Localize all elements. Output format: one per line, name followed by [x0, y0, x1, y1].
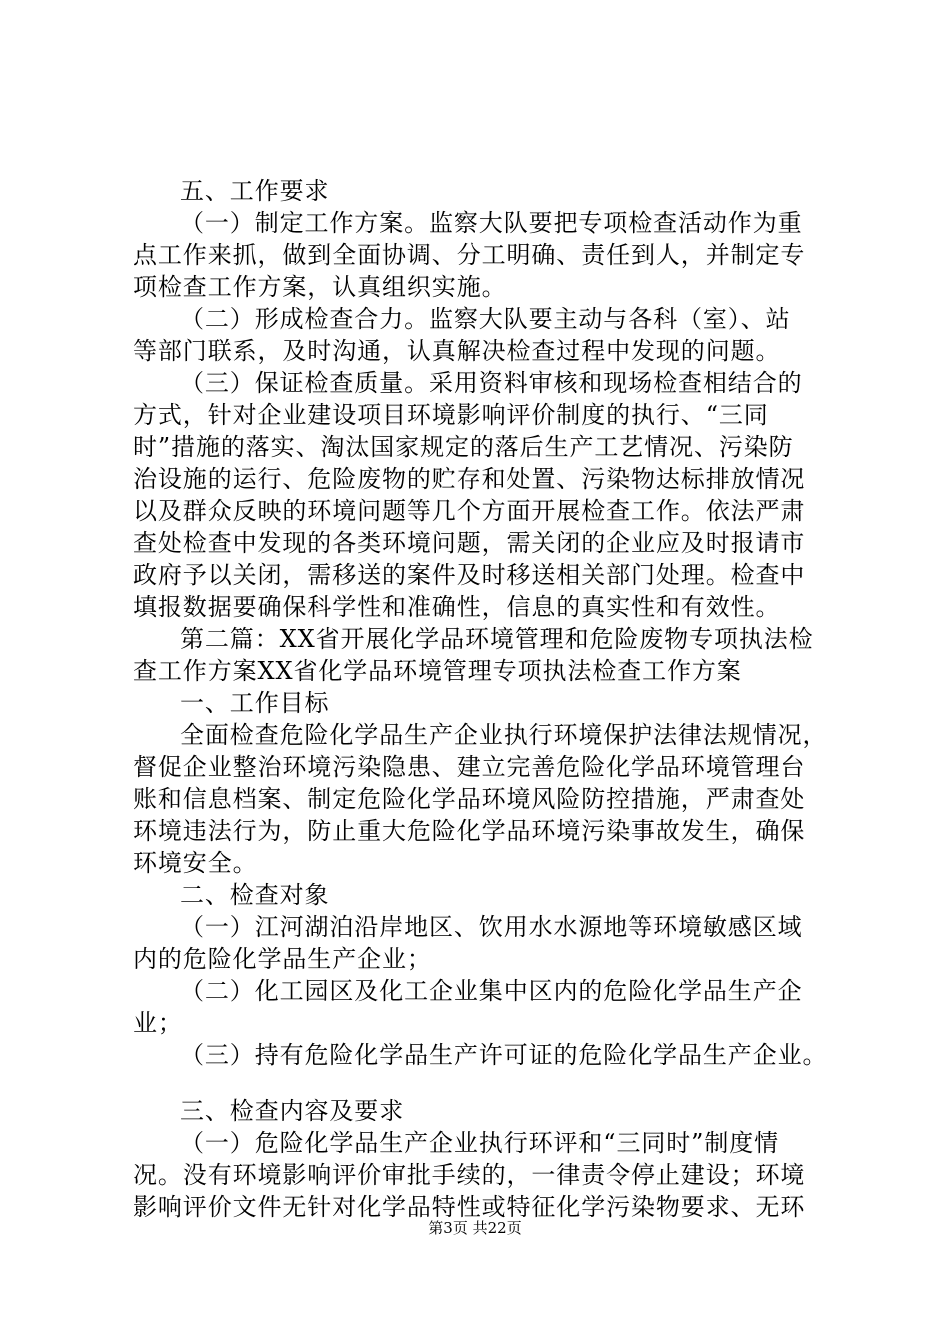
paragraph-line: 治设施的运行、危险废物的贮存和处置、污染物达标排放情况 — [133, 465, 806, 493]
paragraph-line: 环境安全。 — [133, 849, 258, 877]
paragraph-line: 督促企业整治环境污染隐患、建立完善危险化学品环境管理台 — [133, 753, 806, 781]
page-number: 第3页 共22页 — [428, 1219, 522, 1237]
chapter-title-line: 查工作方案XX省化学品环境管理专项执法检查工作方案 — [133, 657, 742, 685]
paragraph-line: 影响评价文件无针对化学品特性或特征化学污染物要求、无环 — [133, 1193, 806, 1221]
section-heading: 二、检查对象 — [180, 881, 330, 909]
section-heading: 三、检查内容及要求 — [180, 1097, 405, 1125]
paragraph-line: 项检查工作方案，认真组织实施。 — [133, 273, 507, 301]
paragraph-line: 全面检查危险化学品生产企业执行环境保护法律法规情况， — [180, 721, 828, 749]
section-heading: 一、工作目标 — [180, 689, 330, 717]
paragraph-line: （一）江河湖泊沿岸地区、饮用水水源地等环境敏感区域 — [180, 913, 803, 941]
paragraph-line: 时”措施的落实、淘汰国家规定的落后生产工艺情况、污染防 — [133, 433, 794, 461]
paragraph-line: （二）形成检查合力。监察大队要主动与各科（室）、站 — [180, 305, 791, 333]
paragraph-line: 方式，针对企业建设项目环境影响评价制度的执行、“三同 — [133, 401, 769, 429]
paragraph-line: （三）持有危险化学品生产许可证的危险化学品生产企业。 — [180, 1041, 828, 1069]
chapter-title-line: 第二篇：XX省开展化学品环境管理和危险废物专项执法检 — [180, 625, 814, 653]
paragraph-line: （二）化工园区及化工企业集中区内的危险化学品生产企 — [180, 977, 803, 1005]
paragraph-line: （三）保证检查质量。采用资料审核和现场检查相结合的 — [180, 369, 803, 397]
section-heading: 五、工作要求 — [180, 177, 330, 205]
paragraph-line: （一）制定工作方案。监察大队要把专项检查活动作为重 — [180, 209, 803, 237]
paragraph-line: 点工作来抓，做到全面协调、分工明确、责任到人，并制定专 — [133, 241, 806, 269]
paragraph-line: 填报数据要确保科学性和准确性，信息的真实性和有效性。 — [133, 593, 781, 621]
paragraph-line: 业； — [133, 1009, 183, 1037]
paragraph-line: 查处检查中发现的各类环境问题，需关闭的企业应及时报请市 — [133, 529, 806, 557]
paragraph-line: 等部门联系，及时沟通，认真解决检查过程中发现的问题。 — [133, 337, 781, 365]
paragraph-line: 账和信息档案、制定危险化学品环境风险防控措施，严肃查处 — [133, 785, 806, 813]
paragraph-line: 环境违法行为，防止重大危险化学品环境污染事故发生，确保 — [133, 817, 806, 845]
paragraph-line: 以及群众反映的环境问题等几个方面开展检查工作。依法严肃 — [133, 497, 806, 525]
paragraph-line: 况。没有环境影响评价审批手续的，一律责令停止建设；环境 — [133, 1161, 806, 1189]
paragraph-line: 政府予以关闭，需移送的案件及时移送相关部门处理。检查中 — [133, 561, 806, 589]
paragraph-line: 内的危险化学品生产企业； — [133, 945, 432, 973]
paragraph-line: （一）危险化学品生产企业执行环评和“三同时”制度情 — [180, 1129, 780, 1157]
